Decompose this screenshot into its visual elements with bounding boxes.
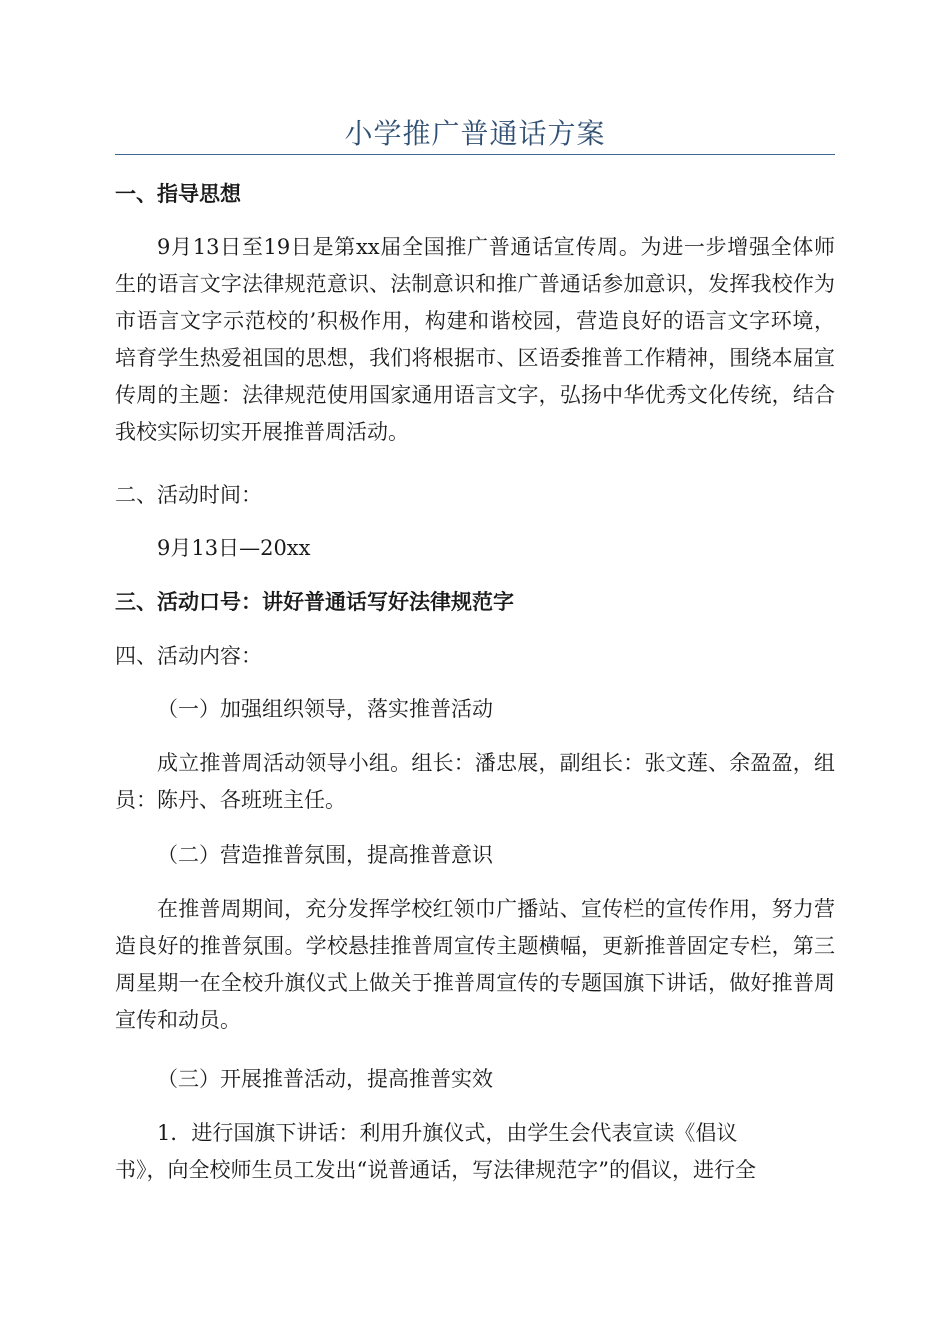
title-underline xyxy=(115,154,835,155)
section-heading-slogan: 三、活动口号：讲好普通话写好法律规范字 xyxy=(115,590,514,614)
subsection-heading-2: （二）营造推普氛围，提高推普意识 xyxy=(157,843,493,867)
section-heading-activity-content: 四、活动内容： xyxy=(115,644,262,668)
section-heading-guiding-ideology: 一、指导思想 xyxy=(115,182,241,206)
subsection-body-2: 在推普周期间，充分发挥学校红领巾广播站、宣传栏的宣传作用，努力营造良好的推普氛围。学校悬挂推普周宣传主题横幅，更新推普固定专栏，第三周星期一在全校升旗仪式上做关于推普周宣传的专题国旗下讲话，做好推普周宣传和动员。 xyxy=(115,897,835,1032)
section-body-activity-time: 9月13日—20xx xyxy=(157,536,311,560)
section-heading-activity-time: 二、活动时间： xyxy=(115,483,262,507)
document-title: 小学推广普通话方案 xyxy=(344,117,606,150)
subsection-body-1: 成立推普周活动领导小组。组长：潘忠展，副组长：张文莲、余盈盈，组员：陈丹、各班班主任。 xyxy=(115,751,835,812)
section-body-guiding-ideology: 9月13日至19日是第xx届全国推广普通话宣传周。为进一步增强全体师生的语言文字法律规范意识、法制意识和推广普通话参加意识，发挥我校作为市语言文字示范校的’积极作用，构建和谐校园，营造良好的语言文字环境，培育学生热爱祖国的思想，我们将根据市、区语委推普工作精神，围绕本届宣传周的主题：法律规范使用国家通用语言文字，弘扬中华优秀文化传统，结合我校实际切实开展推普周活动。 xyxy=(115,235,835,444)
subsection-heading-1: （一）加强组织领导，落实推普活动 xyxy=(157,697,493,721)
subsection-heading-3: （三）开展推普活动，提高推普实效 xyxy=(157,1067,493,1091)
subsection-item-1-line-2: 书》，向全校师生员工发出“说普通话，写法律规范字”的倡议，进行全 xyxy=(115,1158,756,1182)
subsection-item-1-line-1: 1．进行国旗下讲话：利用升旗仪式，由学生会代表宣读《倡议 xyxy=(157,1121,738,1145)
